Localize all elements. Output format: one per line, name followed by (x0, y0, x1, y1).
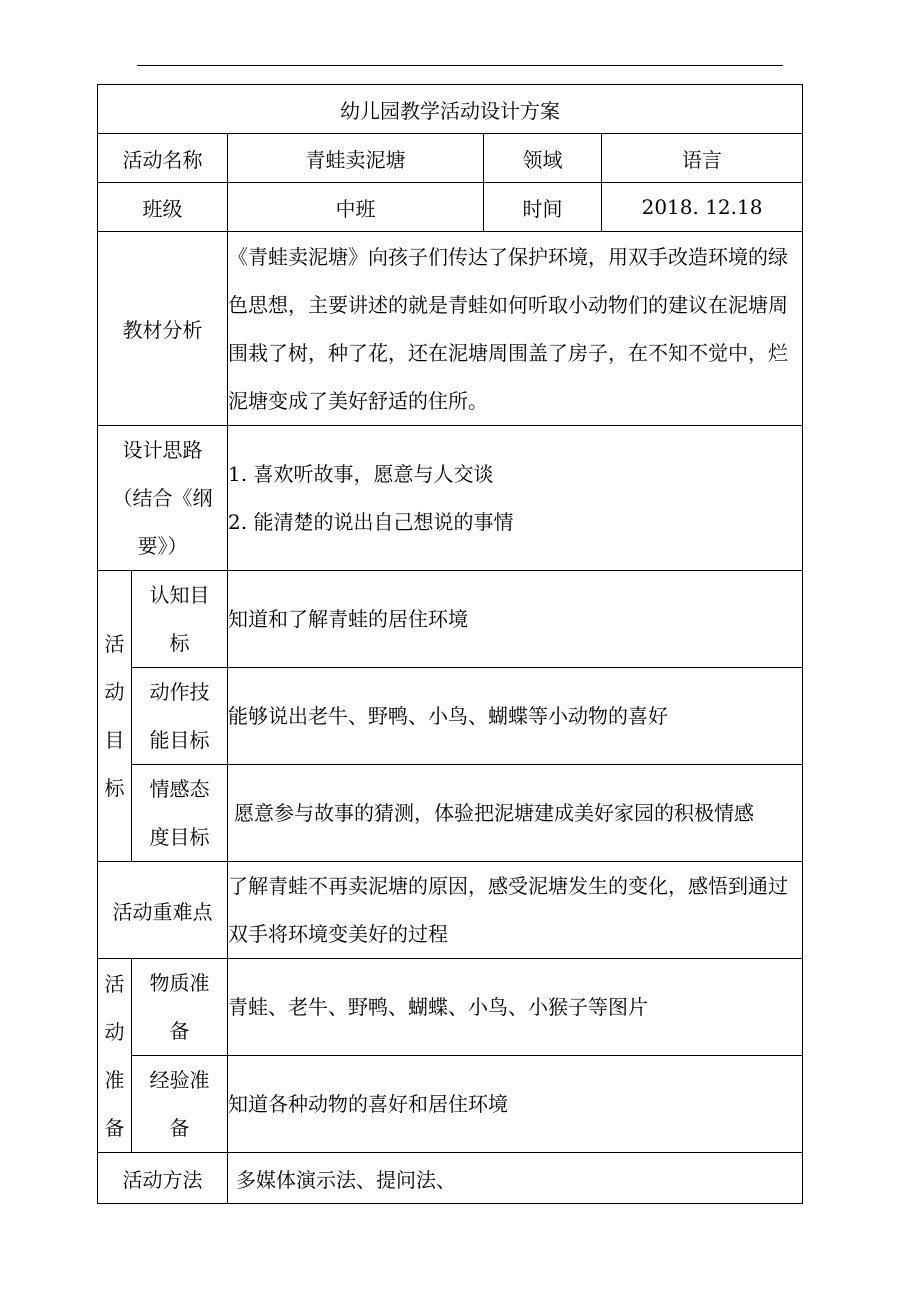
design-item: 2. 能清楚的说出自己想说的事情 (228, 510, 514, 534)
time-label: 时间 (484, 183, 602, 232)
key-points-text: 了解青蛙不再卖泥塘的原因，感受泥塘发生的变化，感悟到通过双手将环境变美好的过程 (228, 862, 803, 959)
cognitive-goal-text: 知道和了解青蛙的居住环境 (228, 571, 803, 668)
experience-prep-label: 经验准备 (132, 1056, 228, 1153)
skill-goal-text: 能够说出老牛、野鸭、小鸟、蝴蝶等小动物的喜好 (228, 668, 803, 765)
material-prep-text: 青蛙、老牛、野鸭、蝴蝶、小鸟、小猴子等图片 (228, 959, 803, 1056)
analysis-label: 教材分析 (98, 232, 228, 426)
design-items (228, 426, 803, 571)
method-text: 多媒体演示法、提问法、 (228, 1153, 803, 1204)
skill-goal-label: 动作技能目标 (132, 668, 228, 765)
prep-group-label: 活 动 准 备 (98, 959, 132, 1153)
activity-plan-table (97, 84, 803, 1204)
document-title: 幼儿园教学活动设计方案 (98, 85, 803, 134)
domain-value: 语言 (602, 134, 803, 183)
domain-label: 领域 (484, 134, 602, 183)
design-item: 1. 喜欢听故事，愿意与人交谈 (228, 462, 494, 486)
time-value: 2018. 12.18 (602, 183, 803, 232)
analysis-text: 《青蛙卖泥塘》向孩子们传达了保护环境，用双手改造环境的绿色思想，主要讲述的就是青蛙如何听取小动物们的建议在泥塘周围栽了树，种了花，还在泥塘周围盖了房子，在不知不觉中，烂泥塘变成了美好舒适的住所。 (228, 232, 803, 426)
method-label: 活动方法 (98, 1153, 228, 1204)
emotion-goal-label: 情感态度目标 (132, 765, 228, 862)
design-label: 设计思路（结合《纲要》） (98, 426, 228, 571)
activity-name-label: 活动名称 (98, 134, 228, 183)
class-label: 班级 (98, 183, 228, 232)
key-points-label: 活动重难点 (98, 862, 228, 959)
class-value: 中班 (228, 183, 484, 232)
experience-prep-text: 知道各种动物的喜好和居住环境 (228, 1056, 803, 1153)
activity-name-value: 青蛙卖泥塘 (228, 134, 484, 183)
goals-group-label: 活 动 目 标 (98, 571, 132, 862)
cognitive-goal-label: 认知目标 (132, 571, 228, 668)
emotion-goal-text: 愿意参与故事的猜测，体验把泥塘建成美好家园的积极情感 (228, 765, 803, 862)
header-rule (137, 65, 783, 66)
material-prep-label: 物质准备 (132, 959, 228, 1056)
